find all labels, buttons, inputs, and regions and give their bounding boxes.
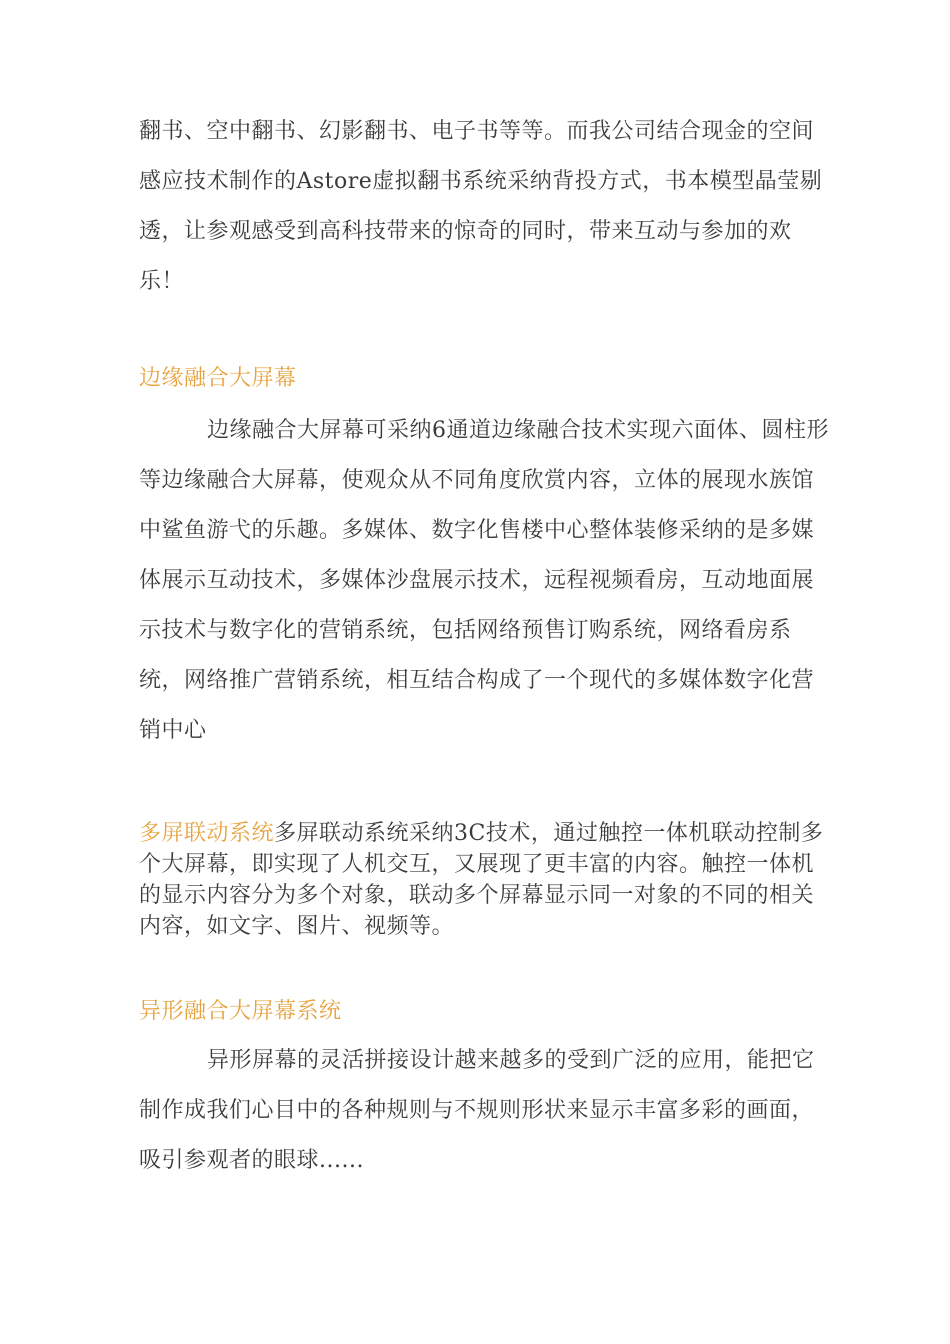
intro-section bbox=[139, 107, 829, 307]
intro-paragraph: 翻书、空中翻书、幻影翻书、电子书等等。而我公司结合现金的空间感应技术制作的Astore虚拟翻书系统采纳背投方式，书本模型晶莹剔透，让参观感受到高科技带来的惊奇的同时，带来互动与参加的欢乐！ bbox=[139, 119, 823, 294]
shaped-blend-section-heading-wrap bbox=[139, 997, 829, 1027]
edge-blend-heading: 边缘融合大屏幕 bbox=[139, 366, 297, 391]
edge-blend-paragraph: 边缘融合大屏幕可采纳6通道边缘融合技术实现六面体、圆柱形等边缘融合大屏幕，使观众从不同角度欣赏内容，立体的展现水族馆中鲨鱼游弋的乐趣。多媒体、数字化售楼中心整体装修采纳的是多媒体展示互动技术，多媒体沙盘展示技术，远程视频看房，互动地面展示技术与数字化的营销系统，包括网络预售订购系统，网络看房系统，网络推广营销系统，相互结合构成了一个现代的多媒体数字化营销中心 bbox=[139, 418, 829, 743]
multi-screen-body: 多屏联动系统采纳3C技术，通过触控一体机联动控制多个大屏幕，即实现了人机交互，又展现了更丰富的内容。触控一体机的显示内容分为多个对象，联动多个屏幕显示同一对象的不同的相关内容，如文字、图片、视频等。 bbox=[139, 821, 824, 939]
shaped-blend-paragraph: 异形屏幕的灵活拼接设计越来越多的受到广泛的应用，能把它制作成我们心目中的各种规则与不规则形状来显示丰富多彩的画面，吸引参观者的眼球...... bbox=[139, 1048, 815, 1173]
edge-blend-section-heading-wrap bbox=[139, 364, 829, 394]
edge-blend-section bbox=[139, 406, 829, 756]
shaped-blend-section bbox=[139, 1036, 829, 1186]
multi-screen-section bbox=[139, 818, 829, 942]
multi-screen-paragraph bbox=[139, 818, 829, 942]
shaped-blend-heading: 异形融合大屏幕系统 bbox=[139, 999, 342, 1024]
multi-screen-heading: 多屏联动系统 bbox=[139, 821, 275, 846]
